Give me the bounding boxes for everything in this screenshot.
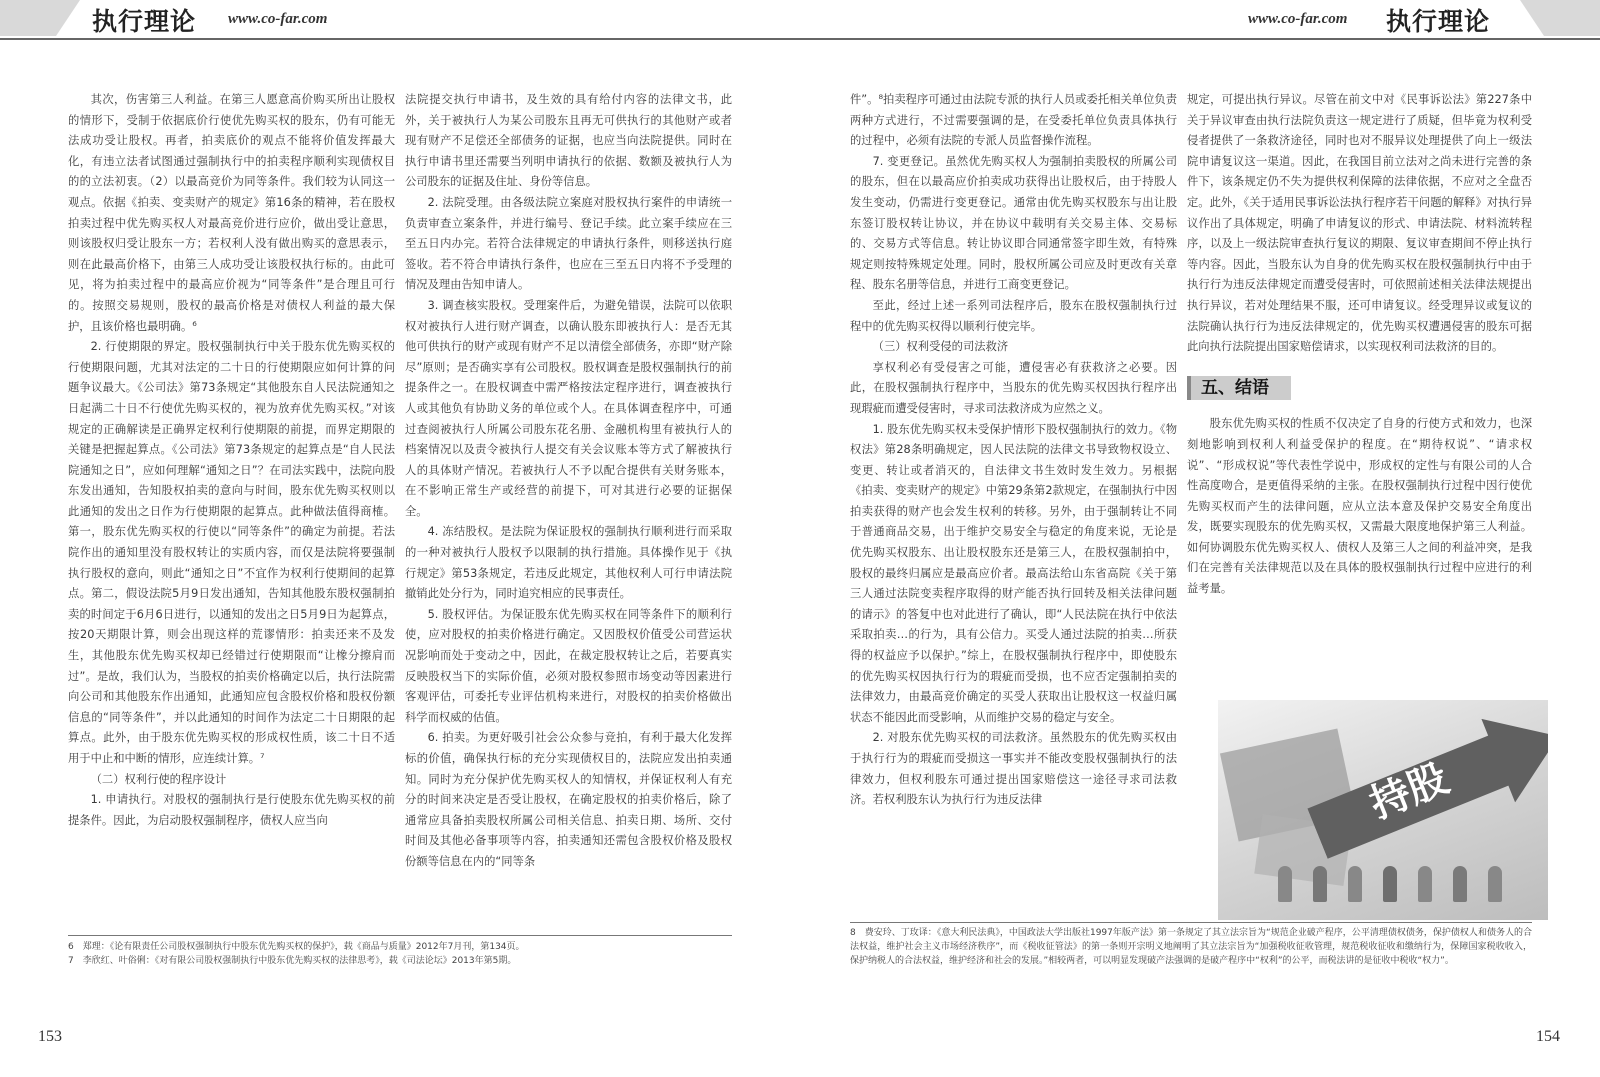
person-figure (1383, 866, 1397, 902)
stock-photo (1218, 700, 1548, 920)
paragraph: 其次，伤害第三人利益。在第三人愿意高价购买所出让股权的情形下，受制于依据底价行使优先购买权的股东，仍有可能无法成功受让股权。再者，拍卖底价的观点不能将价值发挥最大化，有违立法者试图通过强制执行中的拍卖程序顺利实现债权目的的立法初衷。（2）以最高竞价为同等条件。我们较为认同这一观点。依据《拍卖、变卖财产的规定》第16条的精神，若在股权拍卖过程中优先购买权人对最高竞价进行应价，做出受让意思，则该股权归受让股东一方；若权利人没有做出购买的意思表示，则在此最高价格下，由第三人成功受让该股权执行标的。由此可见，将为拍卖过程中的最高应价视为“同等条件”是合理且可行的。按照交易规则，股权的最高价格是对债权人利益的最大保护，且该价格也最明确。⁶ (68, 93, 395, 333)
paragraph: 2. 法院受理。由各级法院立案庭对股权执行案件的申请统一负责审查立案条件，并进行编号、登记手续。此立案手续应在三至五日内办完。若符合法律规定的申请执行条件，则移送执行庭签收。若不符合申请执行条件，也应在三至五日内将不予受理的情况及理由告知申请人。 (405, 195, 732, 292)
right-page-column-1 (850, 90, 1177, 811)
person-figure (1278, 866, 1292, 902)
header-corner-decoration (1520, 0, 1600, 36)
person-figure (1418, 866, 1432, 902)
paragraph: 法院提交执行申请书，及生效的具有给付内容的法律文书，此外，关于被执行人为某公司股东且再无可供执行的其他财产或者现有财产不足偿还全部债务的证据，也应当向法院提供。同时在执行申请书里还需要当列明申请执行的依据、数额及被执行人为公司股东的证据及住址、身份等信息。 (405, 93, 732, 189)
footnote: 6 郑理：《论有限责任公司股权强制执行中股东优先购买权的保护》，载《商品与质量》2012年7月刊，第134页。 (68, 942, 525, 952)
footnote: 8 费安玲、丁玫译：《意大利民法典》，中国政法大学出版社1997年版产法》第一条规定了其立法宗旨为“规范企业破产程序，公平清理债权债务，保护债权人和债务人的合法权益，维护社会主义市场经济秩序”，而《税收征管法》的第一条则开宗明义地阐明了其立法宗旨为“加强税收征收管理，规范税收征收和缴纳行为，保障国家税收收入，保护纳税人的合法权益，维护经济和社会的发展。”相较两者，可以明显发现破产法强调的是破产程序中“权利”的公平，而税法讲的是征收中税收“权力”。 (850, 928, 1532, 966)
paragraph: 规定，可提出执行异议。尽管在前文中对《民事诉讼法》第227条中关于异议审查由执行法院负责这一规定进行了质疑，但毕竟为权利受侵者提供了一条救济途径，同时也对不服异议处理提供了向上一级法院申请复议这一渠道。因此，在我国目前立法对之尚未进行完善的条件下，该条规定仍不失为提供权利保障的法律依据，不应对之全盘否定。此外，《关于适用民事诉讼法执行程序若干问题的解释》对执行异议作出了具体规定，明确了申请复议的形式、申请法院、材料流转程序，以及上一级法院审查执行复议的期限、复议审查期间不停止执行等内容。因此，当股东认为自身的优先购买权在股权强制执行中由于执行行为违反法律规定而遭受侵害时，可依照前述相关法律法规提出执行异议，若对处理结果不服，还可申请复议。经受理异议或复议的法院确认执行行为违反法律规定的，优先购买权遭遇侵害的股东可据此向执行法院提出国家赔偿请求，以实现权利司法救济的目的。 (1187, 93, 1532, 354)
paragraph: 2. 对股东优先购买权的司法救济。虽然股东的优先购买权由于执行行为的瑕疵而受损这一事实并不能改变股权强制执行的法律效力，但权利股东可通过提出国家赔偿这一途径寻求司法救济。若权利股东认为执行行为违反法律 (850, 731, 1177, 807)
page-number-left: 153 (38, 1028, 62, 1045)
left-header-url: www.co-far.com (228, 11, 328, 27)
paragraph: 6. 拍卖。为更好吸引社会公众参与竞拍，有利于最大化发挥标的价值，确保执行标的充分实现债权目的，法院应发出拍卖通知。同时为充分保护优先购买权人的知情权，并保证权利人有充分的时间来决定是否受让股权，在确定股权的拍卖价格后，除了通常应具备拍卖股权所属公司相关信息、拍卖日期、场所、交付时间及其他必备事项等内容，拍卖通知还需包含股权价格及股权份额等信息在内的“同等条 (405, 731, 732, 868)
right-header-title: 执行理论 (1386, 7, 1491, 36)
person-figure (1453, 866, 1467, 902)
paragraph: 股东优先购买权的性质不仅决定了自身的行使方式和效力，也深刻地影响到权利人利益受保护的程度。在“期待权说”、“请求权说”、“形成权说”等代表性学说中，形成权的定性与有限公司的人合性高度吻合，是更值得采纳的主张。在股权强制执行过程中因行使优先购买权而产生的法律问题，应从立法本意及保护交易安全角度出发，既要实现股东的优先购买权，又需最大限度地保护第三人利益。如何协调股东优先购买权人、债权人及第三人之间的利益冲突，是我们在完善有关法律规范以及在具体的股权强制执行过程中应进行的利益考量。 (1187, 417, 1532, 596)
paragraph: 1. 申请执行。对股权的强制执行是行使股东优先购买权的前提条件。因此，为启动股权强制程序，债权人应当向 (68, 793, 395, 827)
right-header-band (800, 0, 1600, 40)
paragraph: 享权利必有受侵害之可能，遭侵害必有获救济之必要。因此，在股权强制执行程序中，当股东的优先购买权因执行程序出现瑕疵而遭受侵害时，寻求司法救济成为应然之义。 (850, 360, 1177, 415)
paragraph: 至此，经过上述一系列司法程序后，股东在股权强制执行过程中的优先购买权得以顺利行使完毕。 (850, 298, 1177, 333)
right-page-column-2 (1187, 90, 1532, 600)
left-header-title: 执行理论 (92, 7, 197, 36)
paragraph: 1. 股东优先购买权未受保护情形下股权强制执行的效力。《物权法》第28条明确规定，因人民法院的法律文书导致物权设立、变更、转让或者消灭的，自法律文书生效时发生效力。另根据《拍卖、变卖财产的规定》中第29条第2款规定，在强制执行中因拍卖获得的财产也会发生权利的转移。另外，由于强制转让不同于普通商品交易，出于维护交易安全与稳定的角度来说，无论是优先购买权股东、出让股权股东还是第三人，在股权强制拍中，股权的最终归属应是最高应价者。最高法给山东省高院《关于第三人通过法院变卖程序取得的财产能否执行回转及相关法律问题的请示》的答复中也对此进行了确认，即“人民法院在执行中依法采取拍卖…的行为，具有公信力。买受人通过法院的拍卖…所获得的权益应予以保护。”综上，在股权强制执行程序中，即使股东的优先购买权因执行行为的瑕疵而受损，也不应否定强制拍卖的法律效力，由最高竞价确定的买受人获取出让股权这一权益归属状态不能因此而受影响，从而维护交易的稳定与安全。 (850, 422, 1177, 724)
paragraph: 3. 调查核实股权。受理案件后，为避免错误，法院可以依职权对被执行人进行财产调查，以确认股东即被执行人：是否无其他可供执行的财产或现有财产不足以清偿全部债务，亦即“财产除尽”原则；是否确实享有公司股权。股权调查是股权强制执行的前提条件之一。在股权调查中需严格按法定程序进行，调查被执行人或其他负有协助义务的单位或个人。在具体调查程序中，可通过查阅被执行人所属公司股东花名册、金融机构里有被执行人的档案情况以及责令被执行人提交有关会议账本等方式了解被执行人的具体财产情况。若被执行人不予以配合提供有关财务账本，在不影响正常生产或经营的前提下，可对其进行必要的证据保全。 (405, 298, 732, 518)
header-corner-decoration (0, 0, 80, 36)
subsection-heading: （二）权利行使的程序设计 (90, 772, 227, 786)
photo-caption: 持股 (1363, 755, 1456, 829)
paragraph: 7. 变更登记。虽然优先购买权人为强制拍卖股权的所属公司的股东，但在以最高应价拍卖成功获得出让股权后，由于持股人发生变动，仍需进行变更登记。通常由优先购买权股东与出让股东签订股权转让协议，并在协议中载明有关交易主体、交易标的、交易方式等信息。转让协议即合同通常签字即生效，有特殊规定则按特殊规定处理。同时，股权所属公司应及时更改有关章程、股东名册等信息，并进行工商变更登记。 (850, 154, 1177, 292)
left-header-band (0, 0, 800, 40)
person-figure (1313, 866, 1327, 902)
footnote-rule (850, 922, 1532, 923)
person-figure (1488, 866, 1502, 902)
left-page-column-2 (405, 90, 732, 873)
paragraph: 件”。⁸拍卖程序可通过由法院专派的执行人员或委托相关单位负责两种方式进行，不过需要强调的是，在受委托单位负责具体执行的过程中，必须有法院的专派人员监督操作流程。 (850, 93, 1177, 148)
page-number-right: 154 (1536, 1028, 1560, 1045)
header-rule (0, 38, 800, 40)
paragraph: 2. 行使期限的界定。股权强制执行中关于股东优先购买权的行使期限问题，尤其对法定的二十日的行使期限应如何计算的问题争议最大。《公司法》第73条规定“其他股东自人民法院通知之日起满二十日不行使优先购买权的，视为放弃优先购买权。”对该规定的正确解读是正确界定权利行使期限的前提，而界定期限的关键是把握起算点。《公司法》第73条规定的起算点是“自人民法院通知之日”，应如何理解“通知之日”？在司法实践中，法院向股东发出通知，告知股权拍卖的意向与时间，股东优先购买权则以此通知的发出之日作为行使期限的起算点。此种做法值得商榷。第一，股东优先购买权的行使以“同等条件”的确定为前提。若法院作出的通知里没有股权转让的实质内容，而仅是法院将要强制执行股权的意向，则此“通知之日”不宜作为权利行使期间的起算点。第二，假设法院5月9日发出通知，告知其他股东股权强制拍卖的时间定于6月6日进行，以通知的发出之日5月9日为起算点，按20天期限计算，则会出现这样的荒谬情形：拍卖还来不及发生，其他股东优先购买权却已经错过行使期限而“让橡分擦肩而过”。是故，我们认为，当股权的拍卖价格确定以后，执行法院需向公司和其他股东作出通知，此通知应包含股权价格和股权份额信息的“同等条件”，并以此通知的时间作为法定二十日期限的起算点。此外，由于股东优先购买权的形成权性质，该二十日不适用于中止和中断的情形，应连续计算。⁷ (68, 340, 395, 765)
paragraph: 4. 冻结股权。是法院为保证股权的强制执行顺利进行而采取的一种对被执行人股权予以限制的执行措施。具体操作见于《执行规定》第53条规定，若违反此规定，其他权利人可行申请法院撤销此处分行为，同时追究相应的民事责任。 (405, 525, 732, 601)
right-footnotes (850, 926, 1532, 968)
footnote: 7 李欣红、叶俗俐：《对有限公司股权强制执行中股东优先购买权的法律思考》，载《司法论坛》2013年第5期。 (68, 956, 517, 966)
footnote-rule (68, 935, 732, 936)
left-page-column-1 (68, 90, 395, 831)
person-figure (1348, 866, 1362, 902)
subsection-heading: （三）权利受侵的司法救济 (872, 340, 1009, 354)
right-header-url: www.co-far.com (1248, 11, 1348, 27)
header-rule (800, 38, 1600, 40)
section-heading-label: 五、结语 (1187, 376, 1291, 401)
left-footnotes (68, 940, 732, 968)
paragraph: 5. 股权评估。为保证股东优先购买权在同等条件下的顺利行使，应对股权的拍卖价格进行确定。又因股权价值受公司营运状况影响而处于变动之中，因此，在裁定股权转让之后，若要真实反映股权当下的实际价值，必须对股权参照市场变动等因素进行客观评估，可委托专业评估机构来进行，对股权的拍卖价格做出科学而权威的估值。 (405, 607, 732, 724)
section-heading (1187, 376, 1532, 401)
